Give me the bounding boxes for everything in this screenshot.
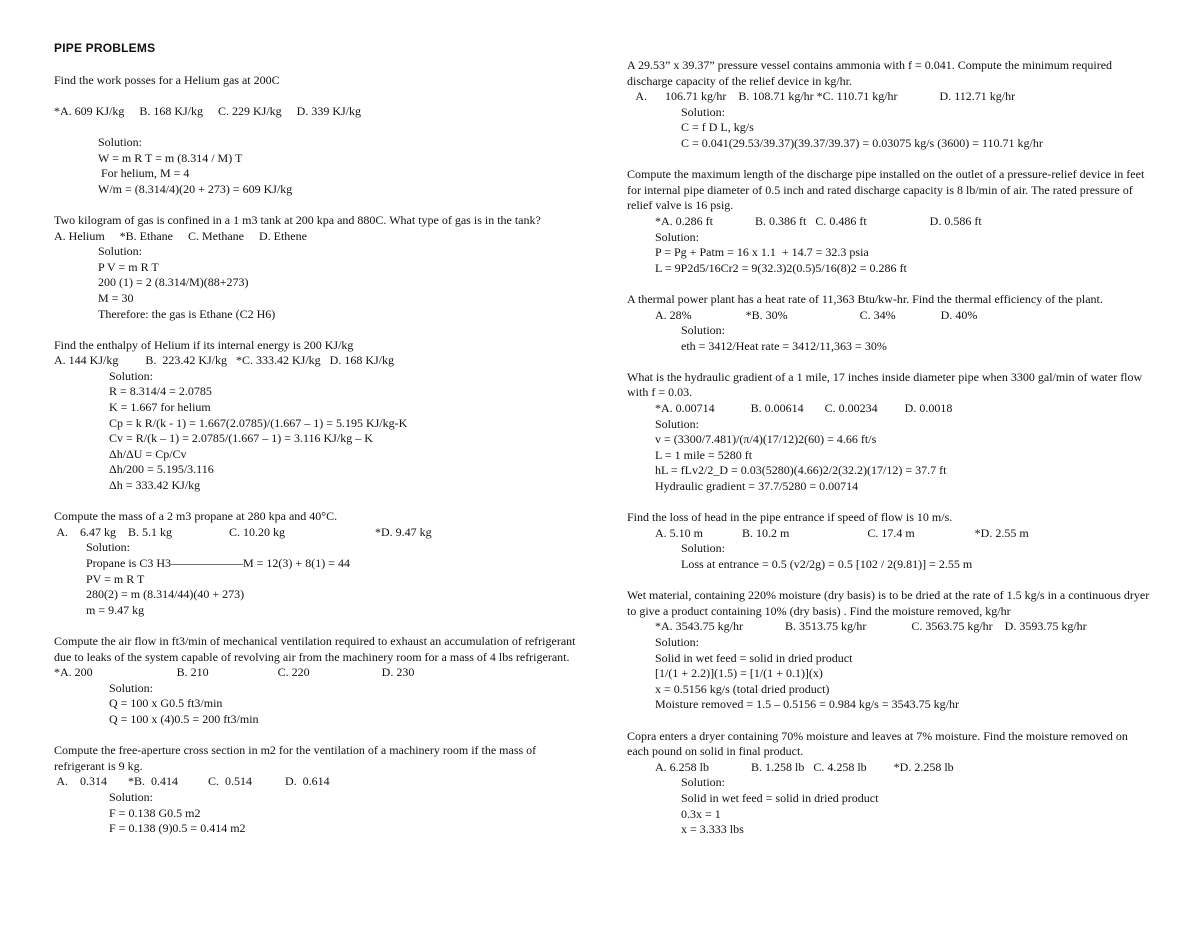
solution-line: M = 30 <box>98 290 134 305</box>
solution-line: m = 9.47 kg <box>86 602 145 617</box>
problem <box>627 167 1152 276</box>
answer-options: *A. 0.286 ft B. 0.386 ft C. 0.486 ft D. 0.586 ft <box>655 213 982 228</box>
solution-line: hL = fLv2/2_D = 0.03(5280)(4.66)2/2(32.2)(17/12) = 37.7 ft <box>655 463 947 478</box>
problem <box>54 338 579 494</box>
question-text: What is the hydraulic gradient of a 1 mile, 17 inches inside diameter pipe when 3300 gal/min of water flow with f = 0.03. <box>627 369 1143 400</box>
problem <box>54 509 579 618</box>
solution-line: Moisture removed = 1.5 – 0.5156 = 0.984 kg/s = 3543.75 kg/hr <box>655 697 959 712</box>
solution-line: P = Pg + Patm = 16 x 1.1 + 14.7 = 32.3 psia <box>655 245 869 260</box>
answer-options: A. Helium *B. Ethane C. Methane D. Ethene <box>54 228 307 243</box>
solution-line: C = 0.041(29.53/39.37)(39.37/39.37) = 0.03075 kg/s (3600) = 110.71 kg/hr <box>681 135 1043 150</box>
question-text: A 29.53” x 39.37” pressure vessel contains ammonia with f = 0.041. Compute the minimum required discharge capacity of the relief device in kg/hr. <box>627 58 1113 88</box>
question-text: Copra enters a dryer containing 70% moisture and leaves at 7% moisture. Find the moisture removed on each pound on solid in final product. <box>627 728 1128 759</box>
question-text: A thermal power plant has a heat rate of 11,363 Btu/kw-hr. Find the thermal efficiency of the plant. <box>627 291 1103 306</box>
solution-line: Solid in wet feed = solid in dried product <box>655 650 853 665</box>
answer-options: *A. 3543.75 kg/hr B. 3513.75 kg/hr C. 3563.75 kg/hr D. 3593.75 kg/hr <box>655 619 1087 634</box>
solution-line: Δh = 333.42 KJ/kg <box>109 478 201 493</box>
solution-line: C = f D L, kg/s <box>681 120 754 135</box>
answer-options: A. 0.314 *B. 0.414 C. 0.514 D. 0.614 <box>54 774 330 789</box>
question-text: Find the enthalpy of Helium if its internal energy is 200 KJ/kg <box>54 337 354 352</box>
problem <box>627 370 1152 495</box>
solution-line: W = m R T = m (8.314 / M) T <box>98 150 243 165</box>
page-title: PIPE PROBLEMS <box>54 41 156 55</box>
solution-line: Q = 100 x G0.5 ft3/min <box>109 696 223 711</box>
question-text: Compute the maximum length of the discharge pipe installed on the outlet of a pressure-relief device in feet for internal pipe diameter of 0.5 inch and rated discharge capacity is 8 lb/min of air. The rated pressure of relief valve is 16 psig. <box>627 167 1145 213</box>
problem <box>54 73 579 198</box>
problem <box>627 729 1152 838</box>
answer-options: *A. 200 B. 210 C. 220 D. 230 <box>54 665 415 680</box>
answer-options: A. 28% *B. 30% C. 34% D. 40% <box>655 307 978 322</box>
left-column <box>54 41 579 852</box>
solution-line: [1/(1 + 2.2)](1.5) = [1/(1 + 0.1)](x) <box>655 666 823 681</box>
answer-options: A. 5.10 m B. 10.2 m C. 17.4 m *D. 2.55 m <box>655 525 1029 540</box>
solution-line: Solution: <box>109 680 154 695</box>
solution-line: PV = m R T <box>86 571 145 586</box>
question-text: Find the loss of head in the pipe entrance if speed of flow is 10 m/s. <box>627 510 953 525</box>
solution-line: L = 1 mile = 5280 ft <box>655 447 753 462</box>
solution-line: Solution: <box>109 368 154 383</box>
answer-options: A. 6.258 lb B. 1.258 lb C. 4.258 lb *D. 2.258 lb <box>655 759 954 774</box>
solution-line: F = 0.138 (9)0.5 = 0.414 m2 <box>109 821 246 836</box>
answer-options: *A. 0.00714 B. 0.00614 C. 0.00234 D. 0.0018 <box>655 401 953 416</box>
solution-line: v = (3300/7.481)/(π/4)(17/12)2(60) = 4.66 ft/s <box>655 432 877 447</box>
right-column <box>627 58 1152 853</box>
problem <box>54 213 579 322</box>
solution-line: P V = m R T <box>98 259 159 274</box>
solution-line: Solution: <box>109 789 154 804</box>
solution-line: Therefore: the gas is Ethane (C2 H6) <box>98 306 276 321</box>
solution-line: Cv = R/(k – 1) = 2.0785/(1.667 – 1) = 3.116 KJ/kg – K <box>109 431 373 446</box>
solution-line: L = 9P2d5/16Cr2 = 9(32.3)2(0.5)5/16(8)2 = 0.286 ft <box>655 260 907 275</box>
solution-line: Δh/200 = 5.195/3.116 <box>109 462 214 477</box>
answer-options: A. 144 KJ/kg B. 223.42 KJ/kg *C. 333.42 KJ/kg D. 168 KJ/kg <box>54 353 395 368</box>
solution-line: Solid in wet feed = solid in dried product <box>681 790 879 805</box>
answer-options: *A. 609 KJ/kg B. 168 KJ/kg C. 229 KJ/kg D. 339 KJ/kg <box>54 103 362 118</box>
problem <box>627 292 1152 354</box>
answer-options: A. 6.47 kg B. 5.1 kg C. 10.20 kg *D. 9.47 kg <box>54 524 432 539</box>
solution-line: 0.3x = 1 <box>681 806 721 821</box>
solution-line: Solution: <box>681 541 726 556</box>
solution-line: R = 8.314/4 = 2.0785 <box>109 384 212 399</box>
question-text: Compute the free-aperture cross section in m2 for the ventilation of a machinery room if the mass of refrigerant is 9 kg. <box>54 743 537 773</box>
solution-line: Hydraulic gradient = 37.7/5280 = 0.00714 <box>655 479 859 494</box>
solution-line: Solution: <box>86 540 131 555</box>
solution-line: Solution: <box>98 134 143 149</box>
solution-line: W/m = (8.314/4)(20 + 273) = 609 KJ/kg <box>98 181 293 196</box>
solution-line: Loss at entrance = 0.5 (v2/2g) = 0.5 [102 / 2(9.81)] = 2.55 m <box>681 557 973 571</box>
solution-line: Solution: <box>98 244 143 259</box>
solution-line: Solution: <box>655 634 700 649</box>
solution-line: Solution: <box>681 104 726 119</box>
solution-line: Solution: <box>681 323 726 338</box>
solution-line: For helium, M = 4 <box>98 166 190 181</box>
solution-line: K = 1.667 for helium <box>109 400 211 415</box>
question-text: Find the work posses for a Helium gas at 200C <box>54 72 280 87</box>
problem <box>627 588 1152 713</box>
problem <box>627 58 1152 152</box>
question-text: Compute the mass of a 2 m3 propane at 280 kpa and 40°C. <box>54 509 338 524</box>
answer-options: A. 106.71 kg/hr B. 108.71 kg/hr *C. 110.71 kg/hr D. 112.71 kg/hr <box>633 89 1016 104</box>
solution-line: 200 (1) = 2 (8.314/M)(88+273) <box>98 275 249 290</box>
solution-line: F = 0.138 G0.5 m2 <box>109 805 201 820</box>
solution-line: Solution: <box>655 416 700 431</box>
solution-line: x = 0.5156 kg/s (total dried product) <box>655 681 830 696</box>
question-text: Wet material, containing 220% moisture (dry basis) is to be dried at the rate of 1.5 kg/s in a continuous dryer to give a product containing 10% (dry basis) . Find the moisture removed, kg/hr <box>627 588 1150 618</box>
solution-line: 280(2) = m (8.314/44)(40 + 273) <box>86 587 245 602</box>
solution-line: Δh/ΔU = Cp/Cv <box>109 446 187 461</box>
question-text: Compute the air flow in ft3/min of mechanical ventilation required to exhaust an accumulation of refrigerant due to leaks of the system capable of revolving air from the machinery room for a mass of 4 lbs refrigerant. <box>54 633 576 664</box>
solution-line: Solution: <box>681 775 726 790</box>
problem <box>54 634 579 728</box>
solution-line: Solution: <box>655 229 700 244</box>
solution-line: x = 3.333 lbs <box>681 822 744 837</box>
problem <box>627 510 1152 572</box>
solution-line: Propane is C3 H3——————M = 12(3) + 8(1) = 44 <box>86 556 350 570</box>
solution-line: Cp = k R/(k - 1) = 1.667(2.0785)/(1.667 – 1) = 5.195 KJ/kg-K <box>109 415 408 430</box>
solution-line: eth = 3412/Heat rate = 3412/11,363 = 30% <box>681 338 887 353</box>
question-text: Two kilogram of gas is confined in a 1 m3 tank at 200 kpa and 880C. What type of gas is in the tank? <box>54 212 541 227</box>
problem <box>54 743 579 837</box>
solution-line: Q = 100 x (4)0.5 = 200 ft3/min <box>109 711 259 726</box>
